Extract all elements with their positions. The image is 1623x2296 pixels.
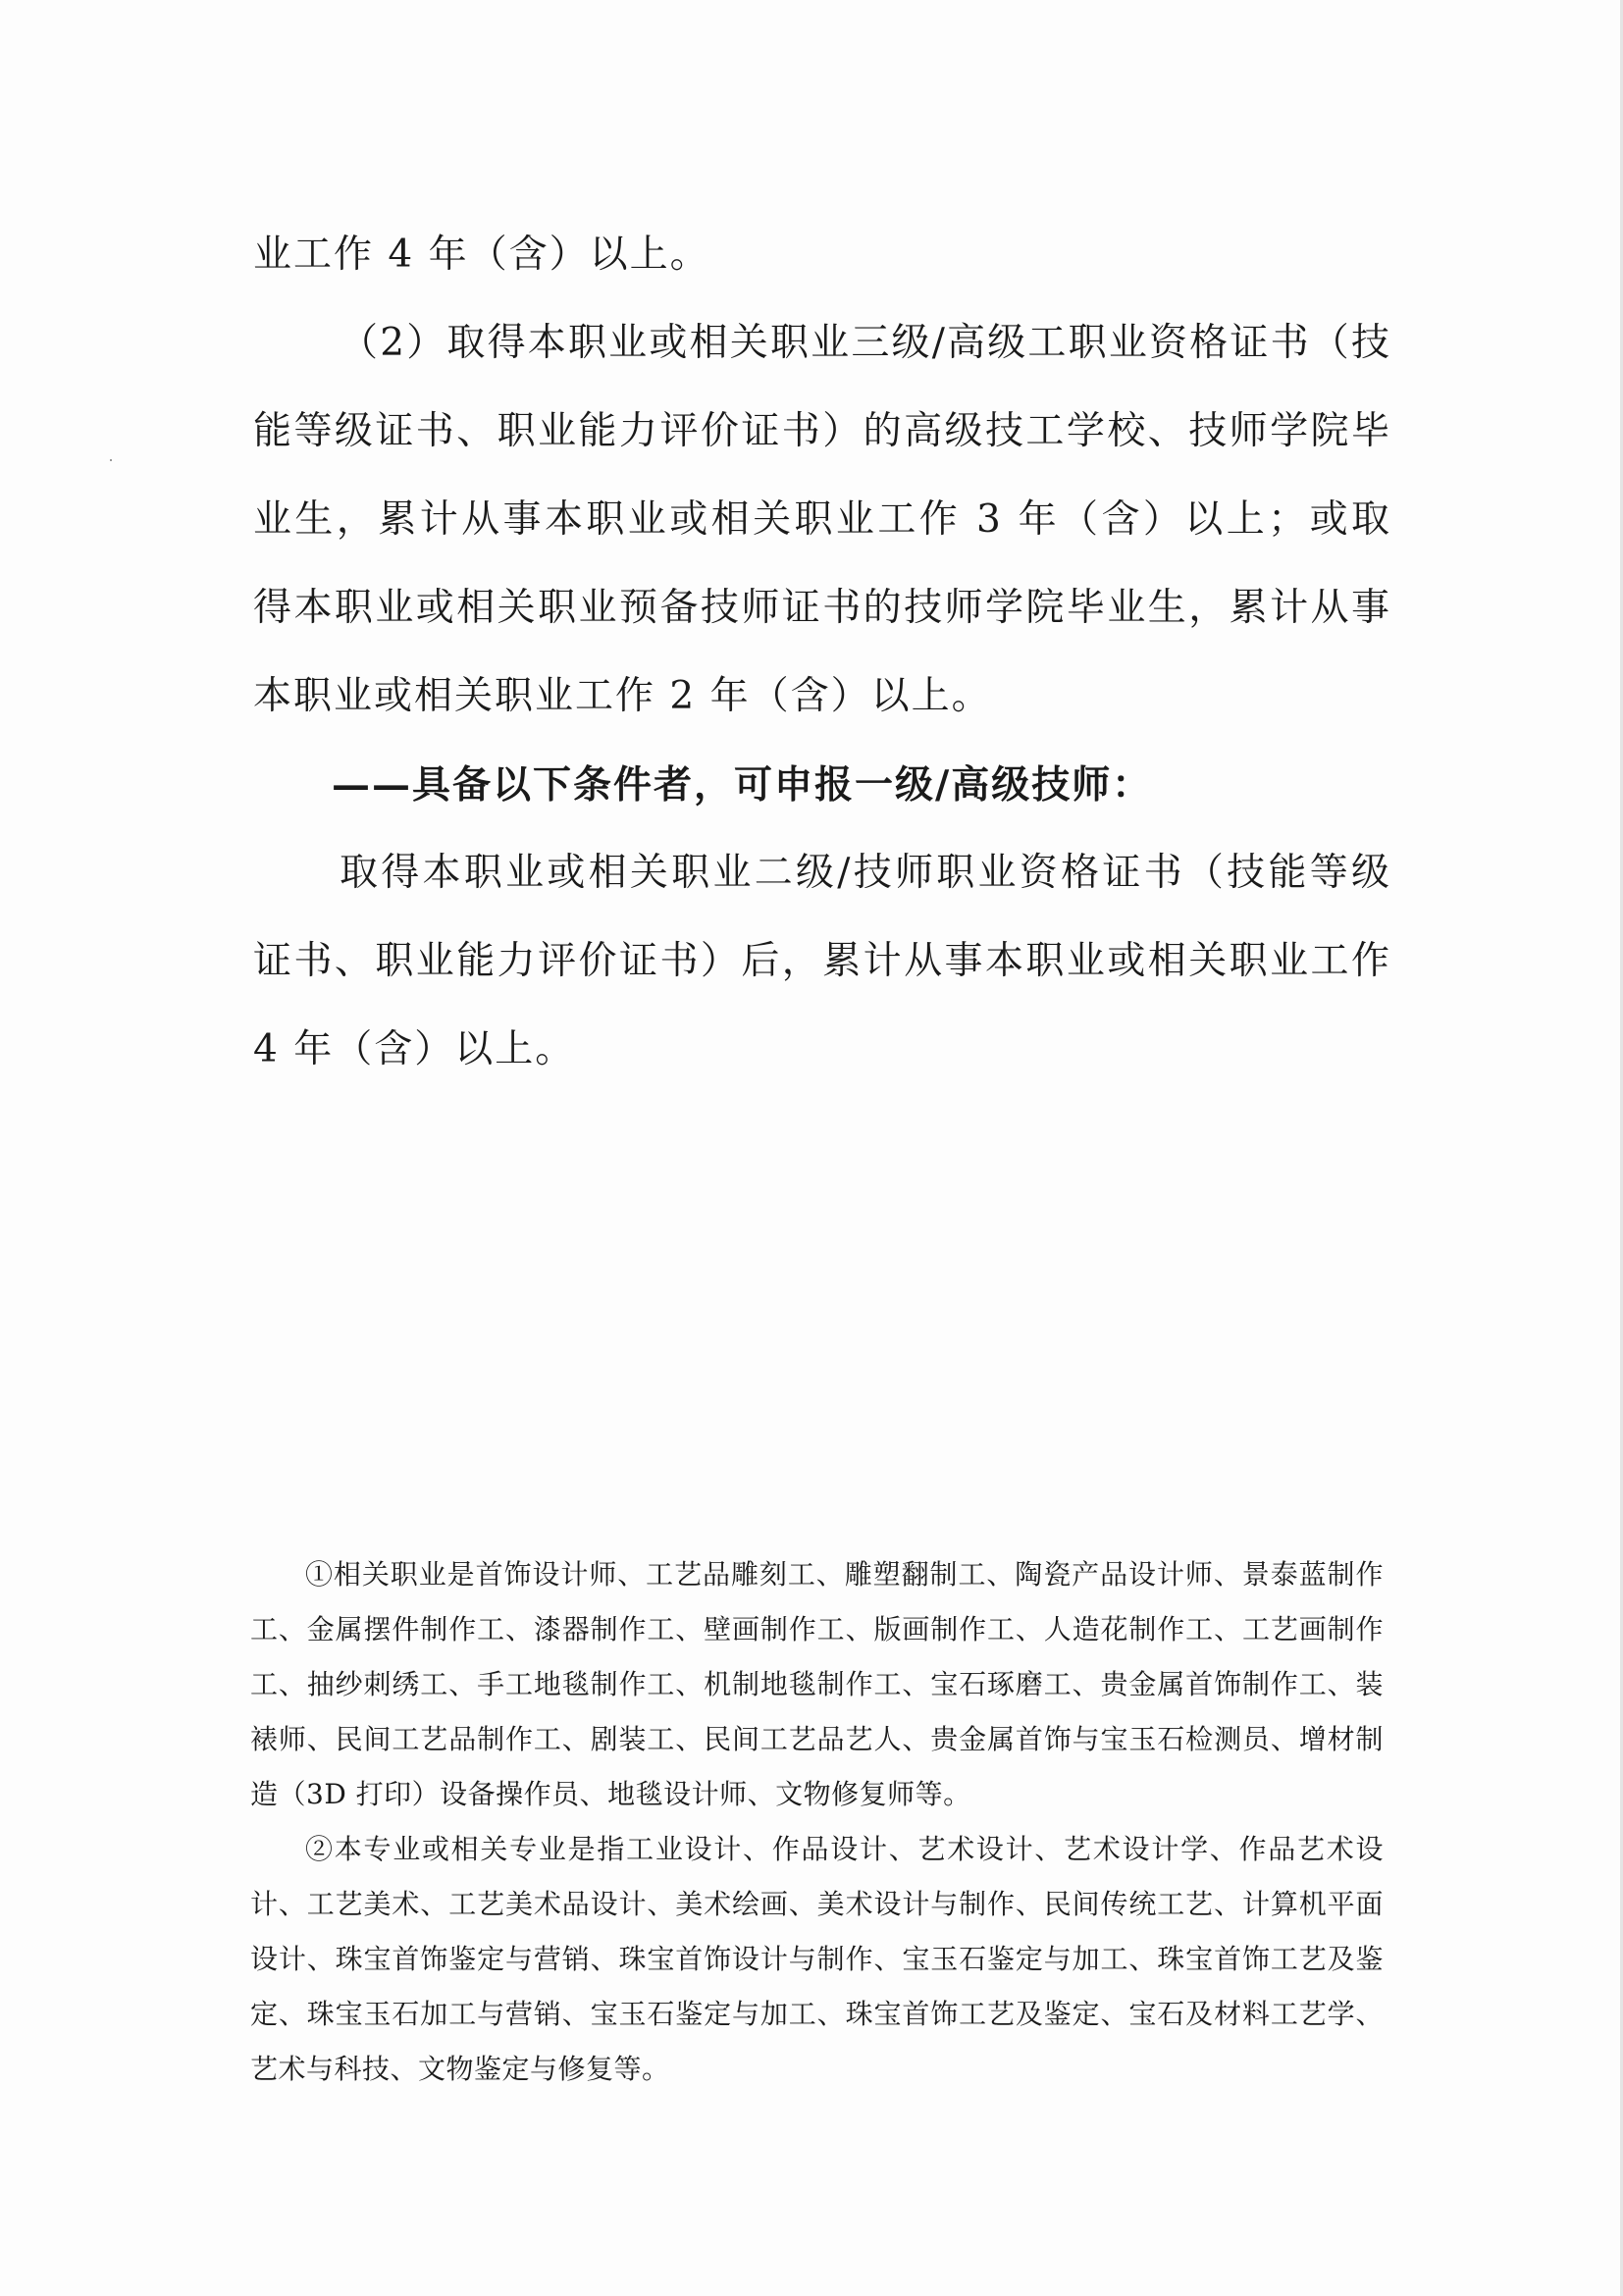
scan-speck bbox=[110, 459, 112, 461]
footnote-1: ①相关职业是首饰设计师、工艺品雕刻工、雕塑翻制工、陶瓷产品设计师、景泰蓝制作工、金属摆件制作工、漆器制作工、壁画制作工、版画制作工、人造花制作工、工艺画制作工、抽纱刺绣工、手工地毯制作工、机制地毯制作工、宝石琢磨工、贵金属首饰制作工、装裱师、民间工艺品制作工、剧装工、民间工艺品艺人、贵金属首饰与宝玉石检测员、增材制造（3D 打印）设备操作员、地毯设计师、文物修复师等。 bbox=[250, 1558, 1384, 1810]
footnotes bbox=[250, 1547, 1384, 2097]
footnote-2: ②本专业或相关专业是指工业设计、作品设计、艺术设计、艺术设计学、作品艺术设计、工艺美术、工艺美术品设计、美术绘画、美术设计与制作、民间传统工艺、计算机平面设计、珠宝首饰鉴定与营销、珠宝首饰设计与制作、宝玉石鉴定与加工、珠宝首饰工艺及鉴定、珠宝玉石加工与营销、宝玉石鉴定与加工、珠宝首饰工艺及鉴定、宝石及材料工艺学、艺术与科技、文物鉴定与修复等。 bbox=[250, 1833, 1384, 2085]
paragraph-senior-technician-condition: 取得本职业或相关职业二级/技师职业资格证书（技能等级证书、职业能力评价证书）后，累计从事本职业或相关职业工作 4 年（含）以上。 bbox=[253, 851, 1391, 1071]
heading-senior-technician: ——具备以下条件者，可申报一级/高级技师： bbox=[332, 762, 1153, 808]
paragraph-item-2: （2）取得本职业或相关职业三级/高级工职业资格证书（技能等级证书、职业能力评价证书）的高级技工学校、技师学院毕业生，累计从事本职业或相关职业工作 3 年（含）以上；或取得本职业或相关职业预备技师证书的技师学院毕业生，累计从事本职业或相关职业工作 2 年（含）以上。 bbox=[253, 321, 1391, 718]
continuation-line: 业工作 4 年（含）以上。 bbox=[253, 233, 710, 277]
main-body-text bbox=[253, 211, 1391, 1094]
